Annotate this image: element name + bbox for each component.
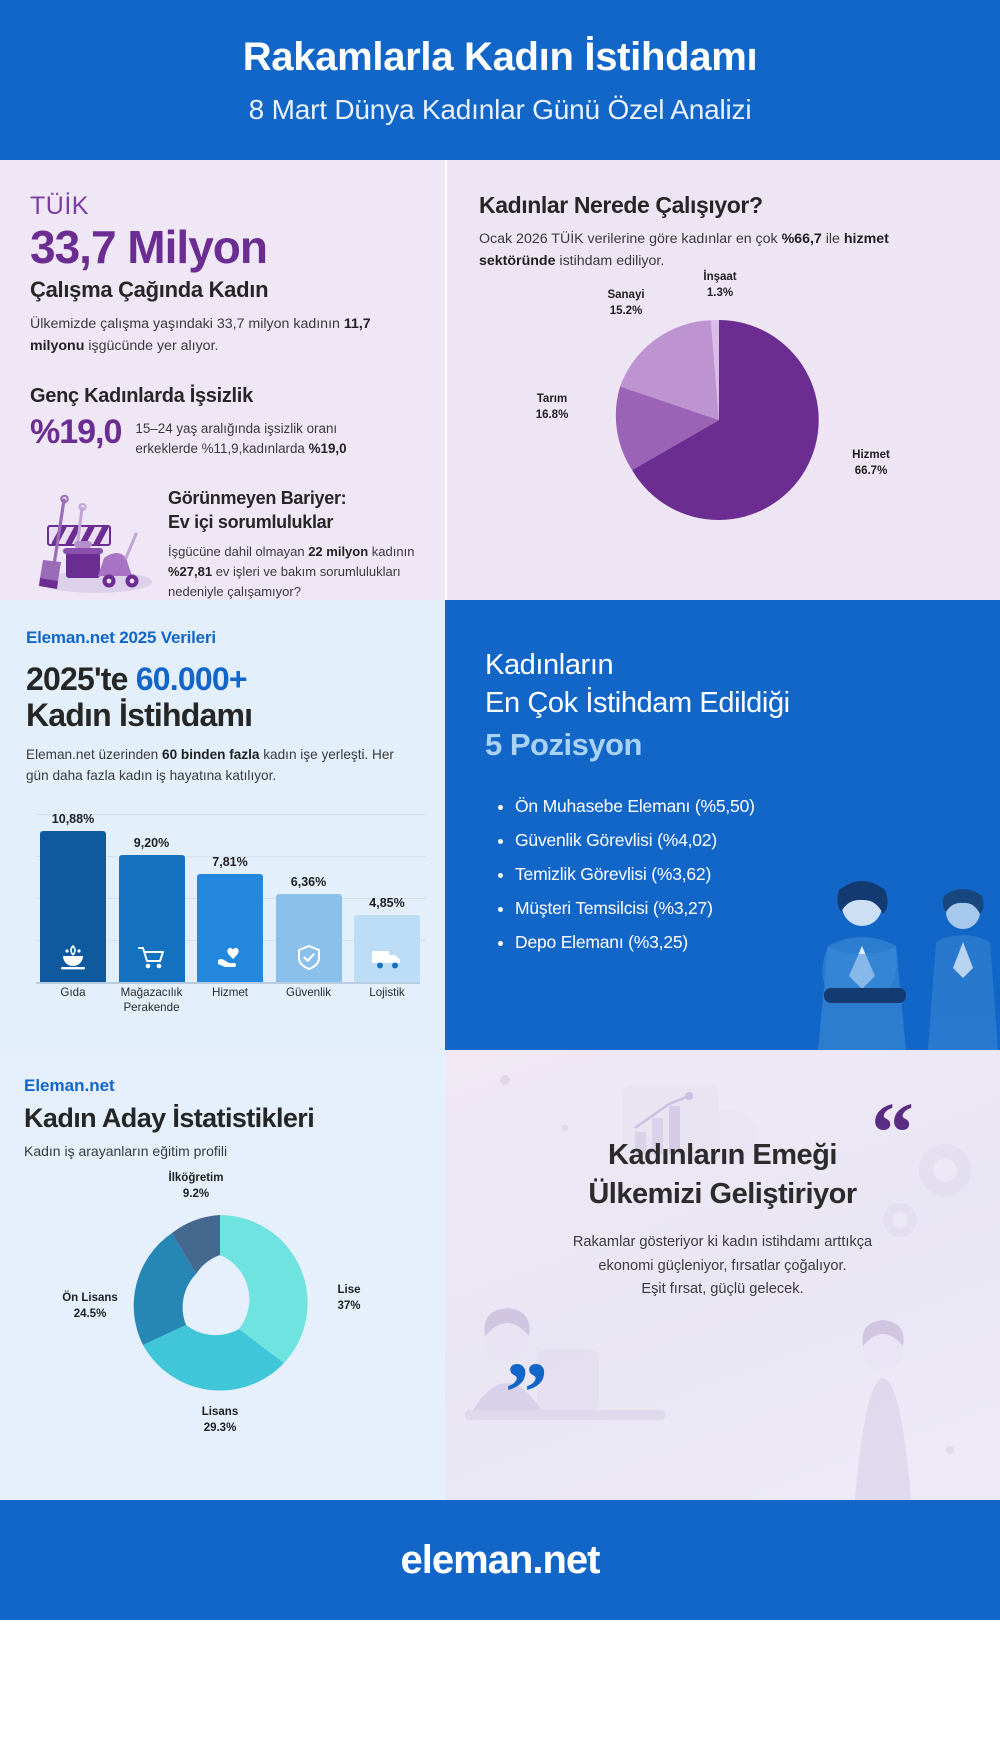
donut-label-ilkogretim-name: İlköğretim bbox=[168, 1172, 224, 1184]
row-two bbox=[0, 600, 1000, 1050]
tuik-big-number: 33,7 Milyon bbox=[30, 221, 267, 273]
tuik-paragraph bbox=[30, 313, 400, 357]
pie-panel-paragraph bbox=[479, 228, 909, 272]
bar-chart-axis bbox=[36, 982, 420, 984]
list-item: • Müşteri Temsilcisi (%3,27) bbox=[515, 891, 960, 925]
donut-label-onlisans-value: 24.5% bbox=[73, 1307, 107, 1320]
pie-label-insaat-name: İnşaat bbox=[703, 271, 737, 283]
quote-paragraph-line1: Rakamlar gösteriyor ki kadın istihdamı arttıkça bbox=[572, 1234, 873, 1251]
positions-heading-line1: Kadınların bbox=[485, 649, 614, 681]
quote-paragraph-line2: ekonomi güçleniyor, fırsatlar çoğalıyor. bbox=[598, 1257, 847, 1274]
pie-label-tarim-value: 16.8% bbox=[535, 408, 569, 421]
bar-value-hizmet: 7,81% bbox=[212, 854, 248, 869]
quote-heading-line2: Ülkemizi Geliştiriyor bbox=[588, 1177, 857, 1210]
youth-unemployment-row bbox=[30, 414, 415, 459]
employment-bar-panel bbox=[0, 600, 445, 1050]
x-label-guvenlik: Güvenlik bbox=[285, 985, 332, 999]
x-label-hizmet: Hizmet bbox=[211, 985, 249, 999]
barrier-heading-line1: Görünmeyen Bariyer: bbox=[168, 487, 347, 508]
quote-content bbox=[445, 1050, 1000, 1500]
donut-label-lise bbox=[314, 1283, 384, 1314]
donut-label-lisans-value: 29.3% bbox=[203, 1421, 237, 1434]
quote-heading-line1: Kadınların Emeği bbox=[608, 1139, 837, 1171]
pie-label-hizmet-name: Hizmet bbox=[852, 449, 890, 461]
bar-rect-guvenlik bbox=[276, 894, 342, 983]
tuik-paragraph-part1: Ülkemizde çalışma yaşındaki 33,7 milyon kadının bbox=[30, 316, 344, 333]
pie-label-tarim-name: Tarım bbox=[536, 393, 568, 405]
bar-bold-1: 60 binden fazla bbox=[162, 746, 260, 762]
bar-value-guvenlik: 6,36% bbox=[290, 874, 327, 889]
barrier-text-part2: kadının bbox=[368, 544, 415, 560]
pie-panel-heading: Kadınlar Nerede Çalışıyor? bbox=[479, 192, 763, 218]
pie-bold-1: %66,7 bbox=[781, 231, 822, 247]
sector-pie-chart bbox=[479, 271, 966, 580]
donut-label-ilkogretim bbox=[146, 1171, 246, 1202]
donut-panel-kicker: Eleman.net bbox=[24, 1076, 115, 1095]
hand-heart-icon bbox=[215, 944, 245, 975]
bar-column-magazacilik bbox=[119, 836, 185, 983]
eleman-net-logo: eleman.net bbox=[400, 1537, 600, 1582]
page-header bbox=[0, 0, 1000, 160]
list-item: • Ön Muhasebe Elemanı (%5,50) bbox=[515, 789, 960, 823]
bar-column-lojistik bbox=[354, 896, 420, 983]
bar-panel-title bbox=[26, 662, 419, 734]
bar-rect-magazacilik bbox=[119, 855, 185, 983]
sector-pie-panel bbox=[445, 160, 1000, 600]
pie-text-part3: istihdam ediliyor. bbox=[555, 253, 665, 269]
pie-label-hizmet-value: 66.7% bbox=[854, 464, 888, 477]
donut-label-ilkogretim-value: 9.2% bbox=[182, 1187, 210, 1200]
donut-label-lise-value: 37% bbox=[337, 1299, 361, 1312]
invisible-barrier-block bbox=[30, 486, 415, 600]
bar-value-magazacilik: 9,20% bbox=[133, 835, 170, 850]
bar-column-guvenlik bbox=[276, 875, 342, 983]
barrier-bold-2: %27,81 bbox=[168, 564, 213, 580]
bar-text-part2: kadın işe yerleşti. Her gün daha fazla kadın iş hayatına katılıyor. bbox=[26, 746, 394, 783]
bar-panel-kicker: Eleman.net 2025 Verileri bbox=[26, 628, 216, 647]
open-quote-icon: “ bbox=[871, 1084, 914, 1180]
shopping-cart-icon bbox=[137, 944, 167, 975]
x-label-gida: Gıda bbox=[60, 985, 86, 999]
pie-label-sanayi-name: Sanayi bbox=[607, 289, 645, 301]
youth-unemployment-value: %19,0 bbox=[30, 413, 122, 452]
page-footer bbox=[0, 1500, 1000, 1620]
donut-label-lise-name: Lise bbox=[337, 1284, 361, 1296]
row-one bbox=[0, 160, 1000, 600]
row-three bbox=[0, 1050, 1000, 1500]
list-item: • Temizlik Görevlisi (%3,62) bbox=[515, 857, 960, 891]
quote-paragraph bbox=[493, 1231, 952, 1302]
close-quote-icon: ” bbox=[505, 1343, 548, 1440]
barrier-heading-line2: Ev içi sorumluluklar bbox=[168, 511, 334, 532]
bar-panel-paragraph bbox=[26, 744, 419, 786]
donut-label-onlisans-name: Ön Lisans bbox=[62, 1292, 118, 1304]
bar-rect-lojistik bbox=[354, 915, 420, 983]
tuik-source-label: TÜİK bbox=[30, 192, 89, 220]
shield-check-icon bbox=[295, 944, 323, 975]
youth-text-part1: 15–24 yaş aralığında işsizlik oranı erkeklerde %11,9,kadınlarda bbox=[135, 421, 338, 457]
quote-paragraph-line3: Eşit fırsat, güçlü gelecek. bbox=[641, 1281, 804, 1298]
tuik-big-caption: Çalışma Çağında Kadın bbox=[30, 277, 269, 303]
youth-text-bold: %19,0 bbox=[308, 441, 347, 457]
pie-bold-2: hizmet sektöründe bbox=[479, 231, 889, 269]
businesswomen-illustration bbox=[750, 820, 1000, 1050]
education-donut-chart bbox=[24, 1163, 421, 1493]
truck-icon bbox=[371, 946, 403, 975]
tuik-paragraph-part2: işgücünde yer alıyor. bbox=[84, 338, 219, 355]
donut-label-lisans-name: Lisans bbox=[201, 1406, 239, 1418]
pie-text-part1: Ocak 2026 TÜİK verilerine göre kadınlar en çok bbox=[479, 231, 782, 247]
bar-chart-x-labels bbox=[40, 985, 420, 1015]
panel-divider bbox=[445, 160, 447, 600]
bar-rect-hizmet bbox=[197, 874, 263, 983]
candidate-stats-panel bbox=[0, 1050, 445, 1500]
donut-label-onlisans bbox=[46, 1291, 134, 1322]
bar-column-hizmet bbox=[197, 855, 263, 983]
invisible-barrier-text-block bbox=[168, 486, 415, 600]
top-positions-panel bbox=[445, 600, 1000, 1050]
x-label-magazacilik: Mağazacılık Perakende bbox=[120, 985, 183, 1014]
pie-label-tarim bbox=[515, 392, 589, 423]
bar-rect-gida bbox=[40, 831, 106, 983]
page-subtitle: 8 Mart Dünya Kadınlar Günü Özel Analizi bbox=[248, 93, 752, 125]
food-icon bbox=[58, 944, 88, 975]
bar-column-gida bbox=[40, 812, 106, 983]
page-title: Rakamlarla Kadın İstihdamı bbox=[242, 34, 758, 79]
bar-value-gida: 10,88% bbox=[51, 811, 95, 826]
tuik-paragraph-bold: 11,7 milyonu bbox=[30, 316, 371, 355]
barrier-text-part3: ev işleri ve bakım sorumlulukları nedeniyle çalışamıyor? bbox=[168, 564, 401, 600]
bar-title-part1: 2025'te bbox=[26, 661, 136, 697]
bar-series bbox=[40, 811, 420, 983]
positions-heading-line3: 5 Pozisyon bbox=[485, 726, 642, 762]
pie-label-sanayi bbox=[589, 288, 663, 319]
pie-label-sanayi-value: 15.2% bbox=[609, 304, 643, 317]
donut-label-lisans bbox=[176, 1405, 264, 1436]
list-item: • Depo Elemanı (%3,25) bbox=[515, 925, 960, 959]
sector-bar-chart bbox=[26, 800, 426, 1015]
bar-value-lojistik: 4,85% bbox=[369, 895, 405, 910]
barrier-text-part1: İşgücüne dahil olmayan bbox=[168, 544, 309, 560]
bar-text-part1: Eleman.net üzerinden bbox=[26, 746, 163, 762]
positions-heading-line2: En Çok İstihdam Edildiği bbox=[485, 687, 790, 720]
closing-quote-panel bbox=[445, 1050, 1000, 1500]
pie-text-part2: ile bbox=[821, 231, 844, 247]
list-item: • Güvenlik Görevlisi (%4,02) bbox=[515, 823, 960, 857]
x-label-lojistik: Lojistik bbox=[369, 985, 405, 999]
tuik-panel bbox=[0, 160, 445, 600]
bar-title-highlight: 60.000+ bbox=[135, 661, 247, 697]
barrier-bold-1: 22 milyon bbox=[308, 544, 369, 560]
youth-unemployment-heading: Genç Kadınlarda İşsizlik bbox=[30, 385, 253, 408]
pie-label-insaat bbox=[684, 270, 756, 301]
barrier-paragraph bbox=[168, 542, 415, 600]
pie-label-insaat-value: 1.3% bbox=[706, 286, 734, 299]
youth-unemployment-text bbox=[135, 419, 375, 459]
donut-panel-title: Kadın Aday İstatistikleri bbox=[24, 1103, 315, 1133]
bar-title-part2: Kadın İstihdamı bbox=[26, 696, 253, 733]
donut-panel-subtitle: Kadın iş arayanların eğitim profili bbox=[24, 1143, 228, 1159]
cleaning-tools-illustration bbox=[30, 486, 160, 600]
pie-label-hizmet bbox=[834, 448, 908, 479]
